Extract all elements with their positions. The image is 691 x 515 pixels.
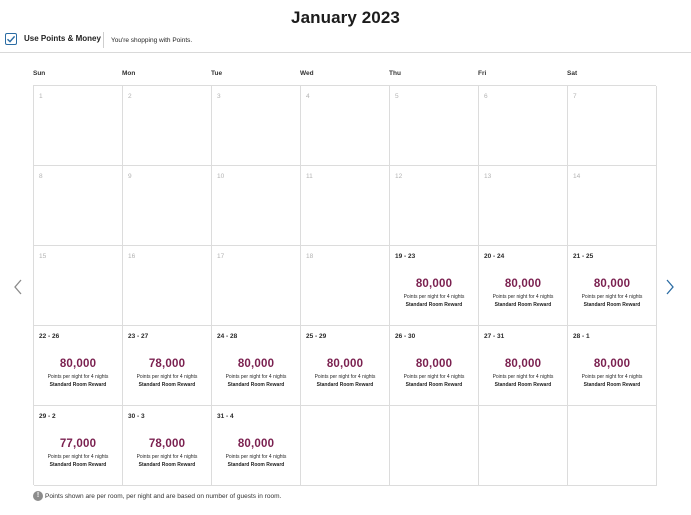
points-price: 78,000 xyxy=(148,438,186,450)
unavailable-date-cell xyxy=(479,86,568,166)
chevron-right-icon xyxy=(664,278,676,296)
points-per-night-note: Points per night for 4 nights xyxy=(581,374,643,380)
available-date-cell[interactable] xyxy=(568,326,657,406)
checkmark-icon xyxy=(6,34,16,44)
unavailable-date-cell xyxy=(34,86,123,166)
weekday-label: Mon xyxy=(122,70,136,77)
day-number: 16 xyxy=(128,253,136,260)
unavailable-date-cell xyxy=(34,166,123,246)
unavailable-date-cell xyxy=(568,166,657,246)
points-per-night-note: Points per night for 4 nights xyxy=(403,374,465,380)
chevron-left-icon xyxy=(12,278,24,296)
points-per-night-note: Points per night for 4 nights xyxy=(225,374,287,380)
available-date-cell[interactable] xyxy=(212,326,301,406)
points-price: 80,000 xyxy=(415,358,453,370)
day-number: 14 xyxy=(573,173,581,180)
available-date-cell[interactable] xyxy=(123,406,212,486)
day-number: 13 xyxy=(484,173,492,180)
points-per-night-note: Points per night for 4 nights xyxy=(403,294,465,300)
unavailable-date-cell xyxy=(390,166,479,246)
day-number: 2 xyxy=(128,93,132,100)
empty-date-cell xyxy=(568,406,657,486)
date-range-label: 26 - 30 xyxy=(395,333,416,340)
room-reward-type: Standard Room Reward xyxy=(583,302,641,308)
points-price: 78,000 xyxy=(148,358,186,370)
page-title: January 2023 xyxy=(291,8,400,27)
day-number: 1 xyxy=(39,93,43,100)
available-date-cell[interactable] xyxy=(212,406,301,486)
points-per-night-note: Points per night for 4 nights xyxy=(225,454,287,460)
available-date-cell[interactable] xyxy=(390,326,479,406)
day-number: 6 xyxy=(484,93,488,100)
empty-date-cell xyxy=(479,406,568,486)
date-range-label: 29 - 2 xyxy=(39,413,56,420)
points-money-label[interactable]: Use Points & Money xyxy=(24,34,101,43)
points-per-night-note: Points per night for 4 nights xyxy=(314,374,376,380)
available-date-cell[interactable] xyxy=(568,246,657,326)
day-number: 3 xyxy=(217,93,221,100)
unavailable-date-cell xyxy=(123,246,212,326)
available-date-cell[interactable] xyxy=(123,326,212,406)
unavailable-date-cell xyxy=(568,86,657,166)
date-range-label: 31 - 4 xyxy=(217,413,234,420)
weekday-label: Fri xyxy=(478,70,487,77)
date-range-label: 23 - 27 xyxy=(128,333,149,340)
unavailable-date-cell xyxy=(123,86,212,166)
points-toolbar xyxy=(5,32,685,52)
available-date-cell[interactable] xyxy=(390,246,479,326)
unavailable-date-cell xyxy=(301,246,390,326)
unavailable-date-cell xyxy=(123,166,212,246)
unavailable-date-cell xyxy=(479,166,568,246)
empty-date-cell xyxy=(301,406,390,486)
points-per-night-note: Points per night for 4 nights xyxy=(492,294,554,300)
previous-month-button[interactable] xyxy=(12,278,24,296)
toolbar-divider-line xyxy=(0,52,691,53)
points-price: 77,000 xyxy=(59,438,97,450)
empty-date-cell xyxy=(390,406,479,486)
room-reward-type: Standard Room Reward xyxy=(494,382,552,388)
day-number: 12 xyxy=(395,173,403,180)
points-per-night-note: Points per night for 4 nights xyxy=(492,374,554,380)
unavailable-date-cell xyxy=(301,166,390,246)
info-icon: ! xyxy=(33,491,43,501)
date-range-label: 22 - 26 xyxy=(39,333,60,340)
date-range-label: 27 - 31 xyxy=(484,333,505,340)
room-reward-type: Standard Room Reward xyxy=(494,302,552,308)
unavailable-date-cell xyxy=(34,246,123,326)
weekday-label: Thu xyxy=(389,70,401,77)
room-reward-type: Standard Room Reward xyxy=(49,382,107,388)
date-range-label: 20 - 24 xyxy=(484,253,505,260)
unavailable-date-cell xyxy=(212,166,301,246)
unavailable-date-cell xyxy=(390,86,479,166)
unavailable-date-cell xyxy=(212,86,301,166)
points-price: 80,000 xyxy=(59,358,97,370)
weekday-label: Sun xyxy=(33,70,46,77)
calendar-grid xyxy=(33,85,656,485)
day-number: 11 xyxy=(306,173,313,180)
available-date-cell[interactable] xyxy=(301,326,390,406)
day-number: 8 xyxy=(39,173,43,180)
room-reward-type: Standard Room Reward xyxy=(405,302,463,308)
day-number: 15 xyxy=(39,253,47,260)
room-reward-type: Standard Room Reward xyxy=(405,382,463,388)
unavailable-date-cell xyxy=(212,246,301,326)
points-price: 80,000 xyxy=(237,438,275,450)
date-range-label: 19 - 23 xyxy=(395,253,416,260)
points-price: 80,000 xyxy=(326,358,364,370)
room-reward-type: Standard Room Reward xyxy=(138,382,196,388)
date-range-label: 25 - 29 xyxy=(306,333,327,340)
date-range-label: 21 - 25 xyxy=(573,253,594,260)
points-per-night-note: Points per night for 4 nights xyxy=(136,374,198,380)
shopping-mode-note: You're shopping with Points. xyxy=(111,37,193,44)
room-reward-type: Standard Room Reward xyxy=(138,462,196,468)
day-number: 10 xyxy=(217,173,225,180)
room-reward-type: Standard Room Reward xyxy=(227,462,285,468)
available-date-cell[interactable] xyxy=(479,246,568,326)
points-money-checkbox[interactable] xyxy=(5,33,17,45)
available-date-cell[interactable] xyxy=(479,326,568,406)
points-price: 80,000 xyxy=(593,358,631,370)
toolbar-divider xyxy=(103,32,104,48)
next-month-button[interactable] xyxy=(664,278,676,296)
points-per-night-note: Points per night for 4 nights xyxy=(136,454,198,460)
available-date-cell[interactable] xyxy=(34,406,123,486)
points-per-night-note: Points per night for 4 nights xyxy=(47,454,109,460)
day-number: 5 xyxy=(395,93,399,100)
points-price: 80,000 xyxy=(237,358,275,370)
day-number: 9 xyxy=(128,173,132,180)
date-range-label: 24 - 28 xyxy=(217,333,238,340)
day-number: 17 xyxy=(217,253,225,260)
date-range-label: 30 - 3 xyxy=(128,413,145,420)
weekday-label: Sat xyxy=(567,70,578,77)
points-per-night-note: Points per night for 4 nights xyxy=(47,374,109,380)
room-reward-type: Standard Room Reward xyxy=(583,382,641,388)
day-number: 7 xyxy=(573,93,577,100)
points-price: 80,000 xyxy=(504,358,542,370)
weekday-label: Wed xyxy=(300,70,314,77)
available-date-cell[interactable] xyxy=(34,326,123,406)
footnote-text: Points shown are per room, per night and are based on number of guests in room. xyxy=(45,493,282,500)
weekday-label: Tue xyxy=(211,70,223,77)
unavailable-date-cell xyxy=(301,86,390,166)
points-price: 80,000 xyxy=(415,278,453,290)
room-reward-type: Standard Room Reward xyxy=(49,462,107,468)
room-reward-type: Standard Room Reward xyxy=(227,382,285,388)
room-reward-type: Standard Room Reward xyxy=(316,382,374,388)
day-number: 4 xyxy=(306,93,310,100)
weekday-header xyxy=(33,70,656,80)
points-per-night-note: Points per night for 4 nights xyxy=(581,294,643,300)
points-price: 80,000 xyxy=(593,278,631,290)
day-number: 18 xyxy=(306,253,314,260)
points-price: 80,000 xyxy=(504,278,542,290)
date-range-label: 28 - 1 xyxy=(573,333,590,340)
